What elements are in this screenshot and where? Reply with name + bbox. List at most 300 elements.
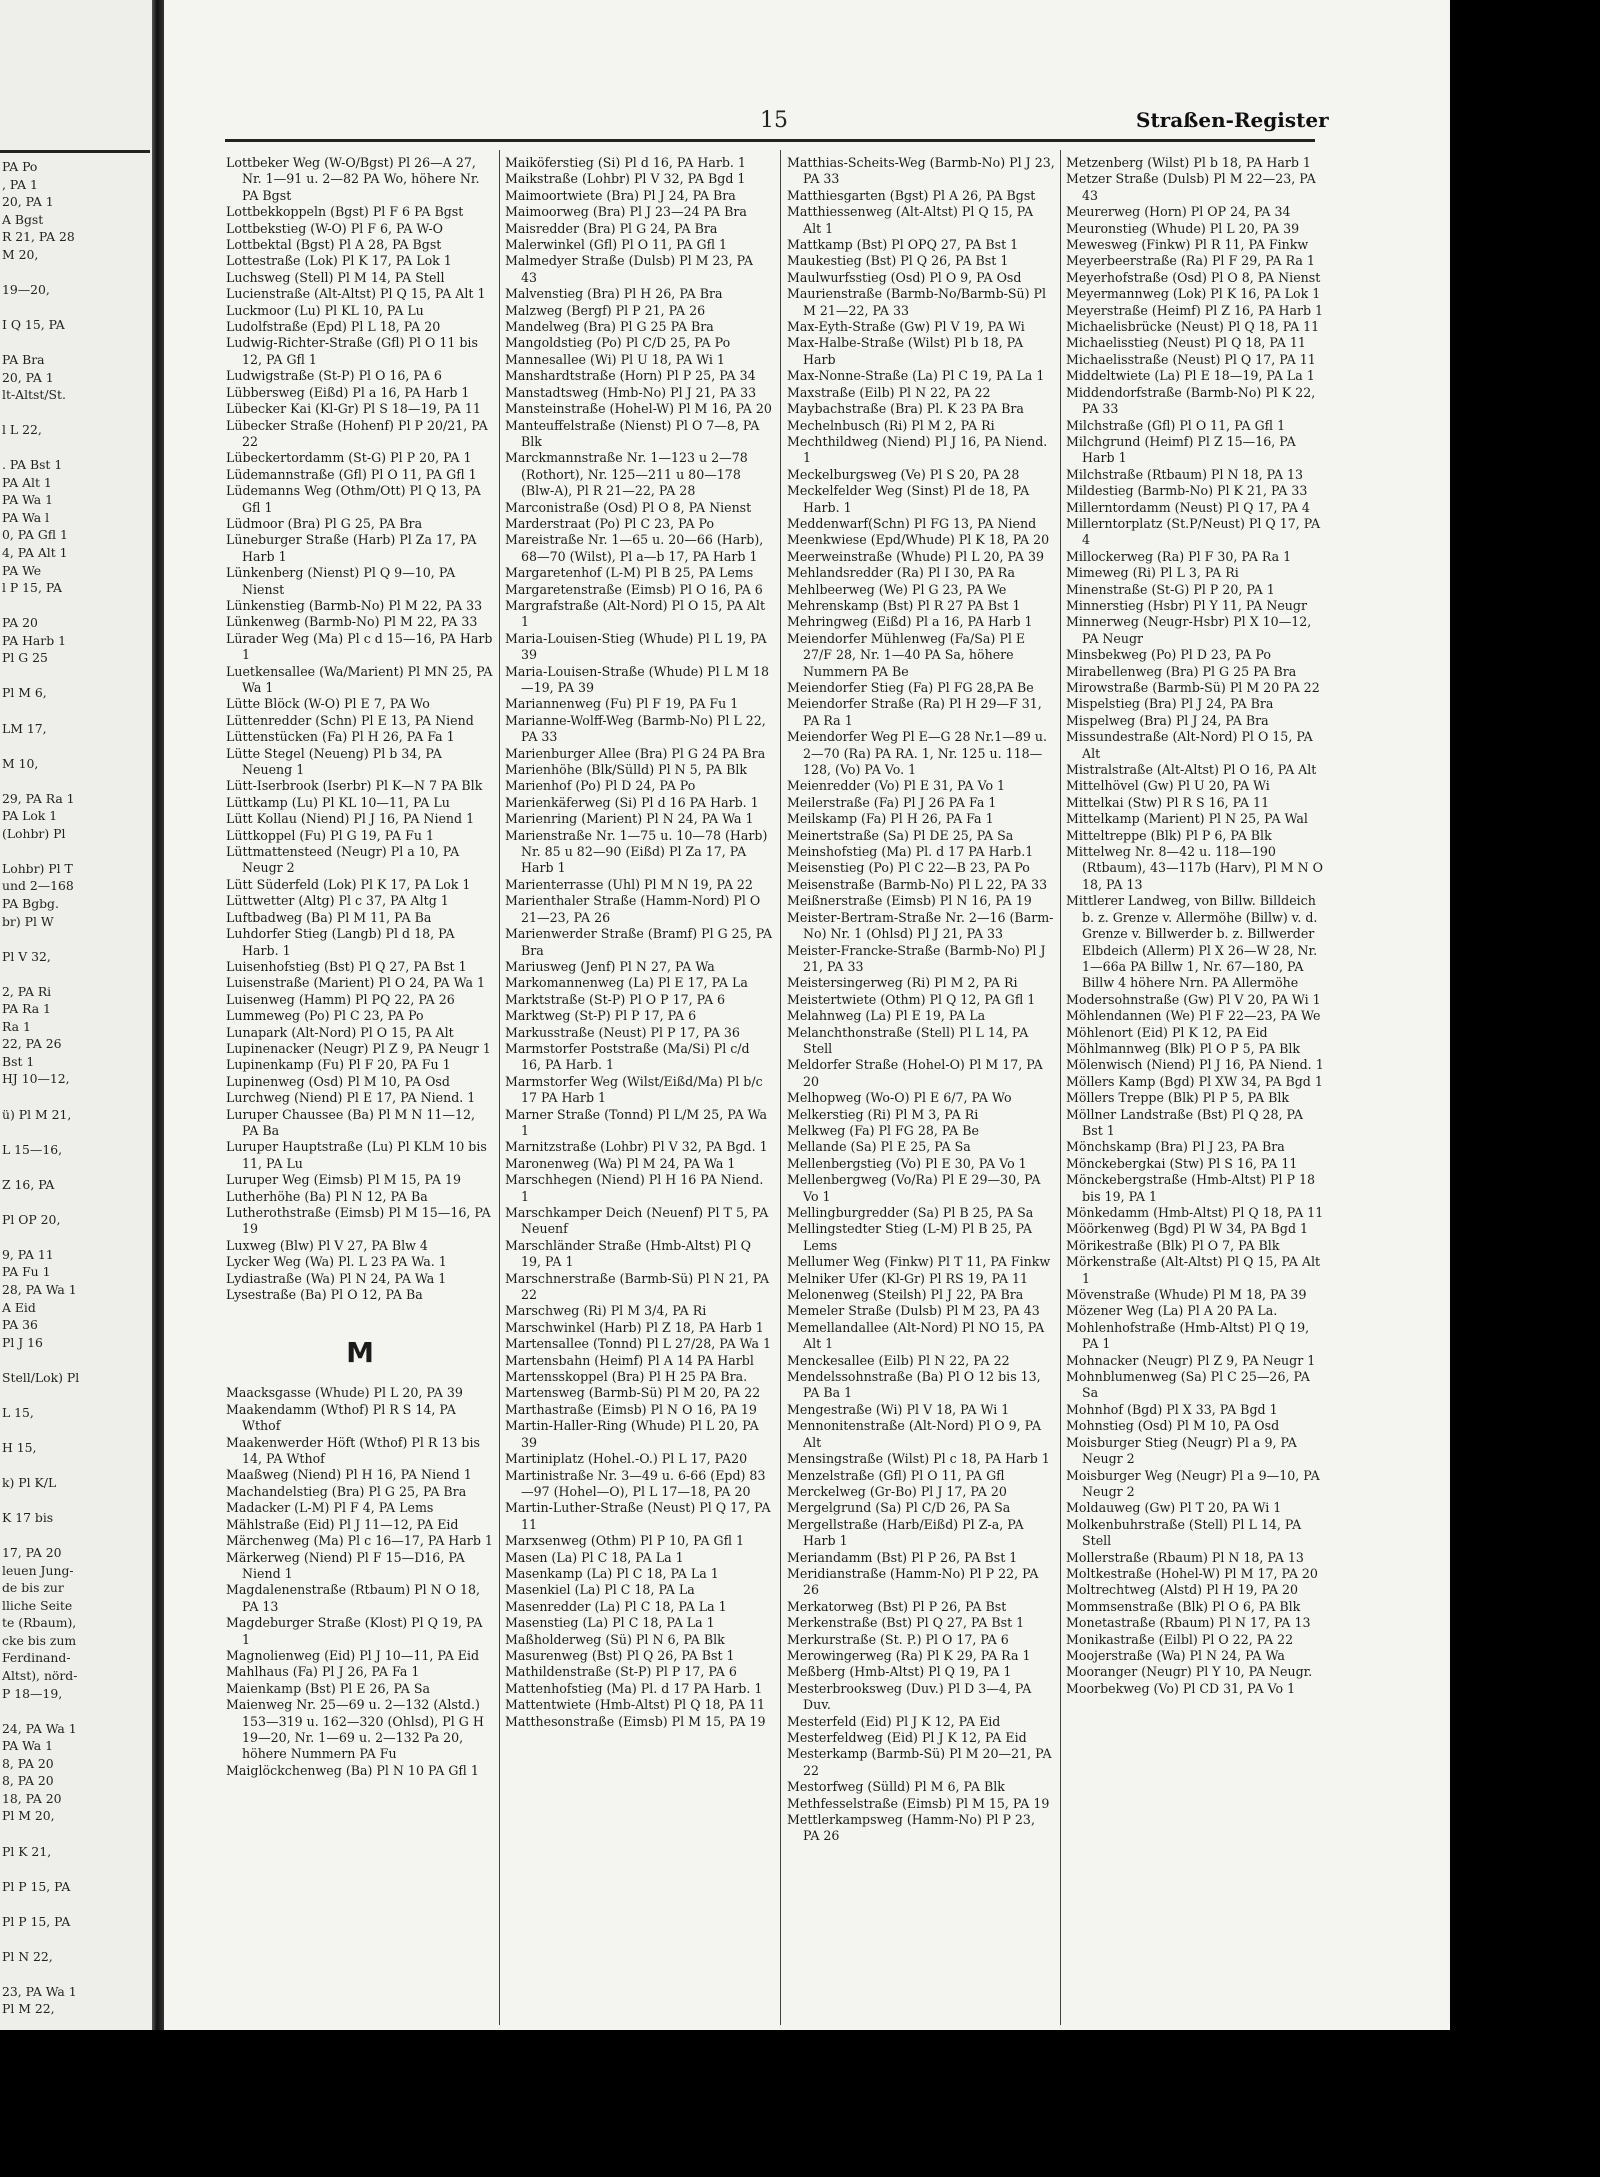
street-entry: Milchstraße (Rtbaum) Pl N 18, PA 13 [1066, 466, 1304, 482]
street-entry: Lüttenstücken (Fa) Pl H 26, PA Fa 1 [226, 729, 455, 745]
street-entry: Mittelhövel (Gw) Pl U 20, PA Wi [1066, 778, 1270, 794]
street-column-1 [226, 155, 494, 2015]
street-entry: Maienweg Nr. 25—69 u. 2—132 (Alstd.) 153—319 u. 162—320 (Ohlsd), Pl G H 19—20, Nr. 1—69 u. 2—132 Pa 20, höhere Nummern PA Fu [226, 1697, 484, 1762]
street-entry: Maikstraße (Lohbr) Pl V 32, PA Bgd 1 [505, 171, 746, 187]
street-entry: Moojerstraße (Wa) Pl N 24, PA Wa [1066, 1647, 1285, 1663]
street-entry: Mitteltreppe (Blk) Pl P 6, PA Blk [1066, 827, 1272, 843]
street-entry: Maria-Louisen-Straße (Whude) Pl L M 18—19, PA 39 [505, 663, 769, 695]
left-page-line: 28, PA Wa 1 [2, 1282, 77, 1297]
street-entry: Mesterfeldweg (Eid) Pl J K 12, PA Eid [787, 1730, 1027, 1745]
left-page-line: ü) Pl M 21, [2, 1106, 72, 1122]
street-entry: Mellenbergstieg (Vo) Pl E 30, PA Vo 1 [787, 1155, 1027, 1171]
street-entry: Masenstieg (La) Pl C 18, PA La 1 [505, 1615, 715, 1631]
scan-border-bottom [0, 2030, 1600, 2177]
street-entry: Mahlhaus (Fa) Pl J 26, PA Fa 1 [226, 1664, 420, 1680]
left-page-line: Altst), nörd- [2, 1668, 78, 1684]
street-entry: Lübeckertordamm (St-G) Pl P 20, PA 1 [226, 450, 472, 466]
column-divider [499, 150, 500, 2025]
street-entry: Masenkiel (La) Pl C 18, PA La [505, 1582, 695, 1598]
left-page-line: 18, PA 20 [2, 1790, 62, 1806]
left-page-line: PA Alt 1 [2, 474, 52, 490]
left-page-rule [0, 150, 150, 153]
street-entry: Maakenwerder Höft (Wthof) Pl R 13 bis 14, PA Wthof [226, 1434, 480, 1467]
street-entry: Lupinenweg (Osd) Pl M 10, PA Osd [226, 1073, 450, 1089]
left-page-line: leuen Jung- [2, 1562, 74, 1578]
left-page-line [2, 1930, 148, 1948]
street-entry: Mönkedamm (Hmb-Altst) Pl Q 18, PA 11 [1066, 1205, 1324, 1220]
street-entry: Lüttwetter (Altg) Pl c 37, PA Altg 1 [226, 893, 449, 909]
street-entry: Melonenweg (Steilsh) Pl J 22, PA Bra [787, 1287, 1024, 1303]
street-entry: Marconistraße (Osd) Pl O 8, PA Nienst [505, 499, 752, 515]
street-entry: Luxweg (Blw) Pl V 27, PA Blw 4 [226, 1237, 428, 1253]
street-entry: Möllner Landstraße (Bst) Pl Q 28, PA Bst 1 [1066, 1106, 1303, 1138]
left-page-line [2, 1158, 148, 1176]
street-entry: Lottbekkoppeln (Bgst) Pl F 6 PA Bgst [226, 204, 464, 220]
left-page-line: L 15—16, [2, 1141, 63, 1157]
left-page-line [2, 1492, 148, 1510]
street-entry: Maisredder (Bra) Pl G 24, PA Bra [505, 220, 718, 236]
street-entry: Memellandallee (Alt-Nord) Pl NO 15, PA Alt 1 [787, 1319, 1045, 1352]
street-entry: Marienring (Marient) Pl N 24, PA Wa 1 [505, 811, 754, 827]
column-divider [780, 150, 781, 2025]
page-number: 15 [760, 108, 788, 133]
street-entry: Möllers Treppe (Blk) Pl P 5, PA Blk [1066, 1090, 1289, 1106]
left-page-line: 23, PA Wa 1 [2, 1983, 77, 1999]
street-entry: Mellande (Sa) Pl E 25, PA Sa [787, 1139, 971, 1155]
street-entry: Lütt-Iserbrook (Iserbr) Pl K—N 7 PA Blk [226, 778, 483, 794]
street-entry: Mohnacker (Neugr) Pl Z 9, PA Neugr 1 [1066, 1352, 1316, 1368]
street-entry: Markusstraße (Neust) Pl P 17, PA 36 [505, 1024, 740, 1040]
street-entry: Malmedyer Straße (Dulsb) Pl M 23, PA 43 [505, 253, 754, 285]
street-entry: Märchenweg (Ma) Pl c 16—17, PA Harb 1 [226, 1533, 493, 1549]
street-entry: Meyerhofstraße (Osd) Pl O 8, PA Nienst [1066, 269, 1321, 285]
book-gutter [152, 0, 164, 2177]
street-entry: Mözener Weg (La) Pl A 20 PA La. [1066, 1303, 1278, 1319]
header-rule [225, 139, 1315, 142]
street-entry: Moisburger Stieg (Neugr) Pl a 9, PA Neugr 2 [1066, 1434, 1297, 1467]
street-entry: Mövenstraße (Whude) Pl M 18, PA 39 [1066, 1287, 1307, 1303]
running-head: Straßen-Register [1136, 108, 1329, 132]
street-entry: Meiendorfer Mühlenweg (Fa/Sa) Pl E 27/F 28, Nr. 1—40 PA Sa, höhere Nummern PA Be [787, 630, 1026, 679]
street-entry: Möhlenort (Eid) Pl K 12, PA Eid [1066, 1024, 1268, 1040]
street-entry: Memeler Straße (Dulsb) Pl M 23, PA 43 [787, 1303, 1040, 1319]
street-entry: Mehrenskamp (Bst) Pl R 27 PA Bst 1 [787, 597, 1021, 613]
street-entry: Molkenbuhrstraße (Stell) Pl L 14, PA Stell [1066, 1516, 1302, 1549]
street-entry: Mattentwiete (Hmb-Altst) Pl Q 18, PA 11 [505, 1697, 766, 1713]
street-entry: Moorbekweg (Vo) Pl CD 31, PA Vo 1 [1066, 1680, 1296, 1696]
street-entry: Mistralstraße (Alt-Altst) Pl O 16, PA Alt [1066, 762, 1317, 778]
left-page-line: cke bis zum [2, 1632, 77, 1648]
left-page-line: und 2—168 [2, 878, 74, 894]
street-entry: Meilerstraße (Fa) Pl J 26 PA Fa 1 [787, 794, 997, 810]
street-entry: Lütte Blöck (W-O) Pl E 7, PA Wo [226, 696, 430, 712]
street-entry: Luruper Weg (Eimsb) Pl M 15, PA 19 [226, 1172, 461, 1188]
left-page-line [2, 1527, 148, 1545]
street-entry: Manteuffelstraße (Nienst) Pl O 7—8, PA Blk [505, 417, 760, 449]
left-page-line: P 18—19, [2, 1685, 63, 1701]
street-entry: Magdalenenstraße (Rtbaum) Pl N O 18, PA 13 [226, 1582, 480, 1614]
street-entry: Middendorfstraße (Barmb-No) Pl K 22, PA 33 [1066, 384, 1316, 417]
left-page-line: LM 17, [2, 720, 47, 736]
street-entry: Lurchweg (Niend) Pl E 17, PA Niend. 1 [226, 1090, 476, 1106]
street-entry: Marmstorfer Weg (Wilst/Eißd/Ma) Pl b/c 17 PA Harb 1 [505, 1073, 763, 1106]
left-page-line: Pl P 15, PA [2, 1913, 71, 1929]
left-page-line: Pl G 25 [2, 650, 48, 666]
street-entry: Mölenwisch (Niend) Pl J 16, PA Niend. 1 [1066, 1057, 1324, 1073]
left-page-line: 20, PA 1 [2, 369, 54, 385]
street-entry: Lupinenkamp (Fu) Pl F 20, PA Fu 1 [226, 1057, 451, 1073]
street-entry: Mehlbeerweg (We) Pl G 23, PA We [787, 581, 1007, 597]
street-entry: Marxsenweg (Othm) Pl P 10, PA Gfl 1 [505, 1533, 745, 1549]
street-entry: Merckelweg (Gr-Bo) Pl J 17, PA 20 [787, 1483, 1007, 1499]
left-page-line: . PA Bst 1 [2, 457, 63, 473]
street-entry: Marthastraße (Eimsb) Pl N O 16, PA 19 [505, 1401, 757, 1417]
street-column-4 [1066, 155, 1326, 2015]
street-entry: Meiendorfer Straße (Ra) Pl H 29—F 31, PA Ra 1 [787, 696, 1042, 728]
street-entry: Meckelburgsweg (Ve) Pl S 20, PA 28 [787, 466, 1020, 482]
left-page-line [2, 439, 148, 457]
street-entry: Mörkenstraße (Alt-Altst) Pl Q 15, PA Alt 1 [1066, 1254, 1321, 1286]
left-page-line: Pl OP 20, [2, 1211, 61, 1227]
left-page-line: I Q 15, PA [2, 316, 65, 332]
left-page-line: (Lohbr) Pl [2, 825, 66, 841]
street-entry: Mechelnbusch (Ri) Pl M 2, PA Ri [787, 417, 995, 433]
street-entry: Meinertstraße (Sa) Pl DE 25, PA Sa [787, 827, 1014, 843]
street-entry: Mergelgrund (Sa) Pl C/D 26, PA Sa [787, 1500, 1011, 1516]
street-entry: Mareistraße Nr. 1—65 u. 20—66 (Harb), 68—70 (Wilst), Pl a—b 17, PA Harb 1 [505, 532, 764, 564]
street-entry: Masenkamp (La) Pl C 18, PA La 1 [505, 1565, 719, 1581]
street-entry: Michaelisstraße (Neust) Pl Q 17, PA 11 [1066, 351, 1316, 367]
street-entry: Malerwinkel (Gfl) Pl O 11, PA Gfl 1 [505, 237, 727, 253]
street-entry: Meckelfelder Weg (Sinst) Pl de 18, PA Harb. 1 [787, 483, 1030, 515]
left-page-line: Pl M 6, [2, 685, 47, 701]
street-entry: Mansteinstraße (Hohel-W) Pl M 16, PA 20 [505, 401, 772, 417]
left-page-line: 20, PA 1 [2, 194, 54, 210]
street-entry: Mellenbergweg (Vo/Ra) Pl E 29—30, PA Vo 1 [787, 1172, 1041, 1204]
street-entry: Maiglöckchenweg (Ba) Pl N 10 PA Gfl 1 [226, 1762, 479, 1778]
left-page-line [2, 1860, 148, 1878]
left-page-line: PA 20 [2, 615, 38, 631]
street-entry: Lübecker Straße (Hohenf) Pl P 20/21, PA 22 [226, 417, 488, 449]
street-entry: Mannesallee (Wi) Pl U 18, PA Wi 1 [505, 351, 725, 367]
street-column-2 [505, 155, 773, 2015]
street-entry: Marienburger Allee (Bra) Pl G 24 PA Bra [505, 745, 766, 761]
street-entry: Max-Eyth-Straße (Gw) Pl V 19, PA Wi [787, 319, 1025, 335]
street-entry: Mensingstraße (Wilst) Pl c 18, PA Harb 1 [787, 1451, 1050, 1467]
street-entry: Möllers Kamp (Bgd) Pl XW 34, PA Bgd 1 [1066, 1073, 1323, 1089]
left-page-line: 4, PA Alt 1 [2, 545, 68, 561]
street-entry: Marienstraße Nr. 1—75 u. 10—78 (Harb) Nr. 85 u 82—90 (Eißd) Pl Za 17, PA Harb 1 [505, 827, 768, 876]
street-entry: Lütte Stegel (Neueng) Pl b 34, PA Neueng 1 [226, 745, 442, 778]
street-entry: Malzweg (Bergf) Pl P 21, PA 26 [505, 302, 706, 318]
street-entry: Möhlendannen (We) Pl F 22—23, PA We [1066, 1008, 1321, 1024]
left-page-line [2, 842, 148, 860]
street-entry: Mönckebergstraße (Hmb-Altst) Pl P 18 bis 19, PA 1 [1066, 1172, 1316, 1204]
street-entry: Lunapark (Alt-Nord) Pl O 15, PA Alt [226, 1024, 454, 1040]
street-entry: Margrafstraße (Alt-Nord) Pl O 15, PA Alt 1 [505, 597, 766, 630]
street-entry: Marschkamper Deich (Neuenf) Pl T 5, PA Neuenf [505, 1205, 769, 1237]
street-entry: Luisenstraße (Marient) Pl O 24, PA Wa 1 [226, 975, 486, 991]
street-entry: Lüdemannstraße (Gfl) Pl O 11, PA Gfl 1 [226, 466, 477, 482]
street-entry: Meister-Bertram-Straße Nr. 2—16 (Barm-No) Nr. 1 (Ohlsd) Pl J 21, PA 33 [787, 909, 1054, 942]
street-entry: Mollerstraße (Rbaum) Pl N 18, PA 13 [1066, 1549, 1304, 1565]
left-page-line: R 21, PA 28 [2, 229, 75, 245]
street-entry: Lottbeker Weg (W-O/Bgst) Pl 26—A 27, Nr. 1—91 u. 2—82 PA Wo, höhere Nr. PA Bgst [226, 155, 480, 203]
street-entry: Lummeweg (Po) Pl C 23, PA Po [226, 1008, 424, 1024]
left-page-line: Bst 1 [2, 1053, 35, 1069]
street-entry: Möörkenweg (Bgd) Pl W 34, PA Bgd 1 [1066, 1221, 1309, 1237]
street-entry: Mendelssohnstraße (Ba) Pl O 12 bis 13, PA Ba 1 [787, 1369, 1041, 1401]
street-entry: Mesterkamp (Barmb-Sü) Pl M 20—21, PA 22 [787, 1746, 1052, 1778]
street-entry: Melanchthonstraße (Stell) Pl L 14, PA Stell [787, 1024, 1029, 1056]
left-page-line [2, 1456, 148, 1474]
left-page-line [2, 702, 148, 720]
street-entry: Lünkenberg (Nienst) Pl Q 9—10, PA Nienst [226, 565, 456, 597]
street-entry: Milchstraße (Gfl) Pl O 11, PA Gfl 1 [1066, 417, 1286, 433]
street-entry: Middeltwiete (La) Pl E 18—19, PA La 1 [1066, 368, 1315, 384]
left-page-line: PA Wa l [2, 509, 50, 525]
street-entry: Meistertwiete (Othm) Pl Q 12, PA Gfl 1 [787, 991, 1036, 1007]
street-entry: Mehlandsredder (Ra) Pl I 30, PA Ra [787, 565, 1016, 581]
street-entry: Luchsweg (Stell) Pl M 14, PA Stell [226, 269, 445, 285]
street-column-3 [787, 155, 1055, 2015]
street-entry: Lüdmoor (Bra) Pl G 25, PA Bra [226, 515, 423, 531]
left-page-line: PA Harb 1 [2, 632, 66, 648]
street-entry: Lünkenweg (Barmb-No) Pl M 22, PA 33 [226, 614, 478, 630]
left-page-line [2, 263, 148, 281]
street-entry: Monetastraße (Rbaum) Pl N 17, PA 13 [1066, 1615, 1311, 1631]
street-entry: Meddenwarf(Schn) Pl FG 13, PA Niend [787, 515, 1037, 531]
street-entry: Mittelkamp (Marient) Pl N 25, PA Wal [1066, 811, 1308, 827]
left-page-line: K 17 bis [2, 1510, 54, 1526]
street-entry: Marienwerder Straße (Bramf) Pl G 25, PA Bra [505, 926, 773, 958]
street-entry: Lünkenstieg (Barmb-No) Pl M 22, PA 33 [226, 597, 483, 613]
street-entry: Lüttkoppel (Fu) Pl G 19, PA Fu 1 [226, 827, 434, 843]
street-entry: Malvenstieg (Bra) Pl H 26, PA Bra [505, 286, 723, 302]
street-entry: Mittelkai (Stw) Pl R S 16, PA 11 [1066, 794, 1270, 810]
street-entry: Mohnblumenweg (Sa) Pl C 25—26, PA Sa [1066, 1369, 1310, 1401]
street-entry: Melniker Ufer (Kl-Gr) Pl RS 19, PA 11 [787, 1270, 1029, 1286]
column-divider [1060, 150, 1061, 2025]
street-entry: Merowingerweg (Ra) Pl K 29, PA Ra 1 [787, 1647, 1031, 1663]
street-entry: Lüttkamp (Lu) Pl KL 10—11, PA Lu [226, 794, 450, 810]
street-entry: Metzenberg (Wilst) Pl b 18, PA Harb 1 [1066, 155, 1311, 170]
street-entry: Meerweinstraße (Whude) Pl L 20, PA 39 [787, 548, 1044, 564]
street-entry: Luruper Hauptstraße (Lu) Pl KLM 10 bis 11, PA Lu [226, 1139, 487, 1171]
street-entry: Mittelweg Nr. 8—42 u. 118—190 (Rtbaum), 43—117b (Harv), Pl M N O 18, PA 13 [1066, 844, 1323, 892]
left-page-line: Ferdinand- [2, 1650, 71, 1666]
left-page-line: Z 16, PA [2, 1176, 55, 1192]
street-entry: Mohnhof (Bgd) Pl X 33, PA Bgd 1 [1066, 1401, 1278, 1417]
street-entry: Meyermannweg (Lok) Pl K 16, PA Lok 1 [1066, 286, 1321, 302]
street-entry: Matthiesgarten (Bgst) Pl A 26, PA Bgst [787, 187, 1036, 203]
street-entry: Mesterfeld (Eid) Pl J K 12, PA Eid [787, 1713, 1001, 1729]
left-page-line [2, 1825, 148, 1843]
street-entry: Meister-Francke-Straße (Barmb-No) Pl J 21, PA 33 [787, 942, 1046, 974]
street-entry: Luisenweg (Hamm) Pl PQ 22, PA 26 [226, 991, 455, 1007]
left-page-line: 24, PA Wa 1 [2, 1720, 77, 1736]
street-entry: Meldorfer Straße (Hohel-O) Pl M 17, PA 20 [787, 1057, 1043, 1089]
street-entry: Marktstraße (St-P) Pl O P 17, PA 6 [505, 991, 726, 1007]
street-entry: Maiköferstieg (Si) Pl d 16, PA Harb. 1 [505, 155, 746, 170]
left-page-line: HJ 10—12, [2, 1071, 70, 1087]
left-page-line: PA We [2, 562, 42, 578]
left-page-line [2, 1421, 148, 1439]
left-page-line: lt-Altst/St. [2, 387, 66, 403]
street-entry: Meißnerstraße (Eimsb) Pl N 16, PA 19 [787, 893, 1032, 909]
street-entry: Marnitzstraße (Lohbr) Pl V 32, PA Bgd. 1 [505, 1139, 768, 1155]
street-entry: Methfesselstraße (Eimsb) Pl M 15, PA 19 [787, 1795, 1050, 1811]
street-entry: Meilskamp (Fa) Pl H 26, PA Fa 1 [787, 811, 994, 827]
street-entry: Masenredder (La) Pl C 18, PA La 1 [505, 1598, 727, 1614]
street-entry: Mellingstedter Stieg (L-M) Pl B 25, PA Lems [787, 1221, 1032, 1253]
left-page-line: Pl P 15, PA [2, 1878, 71, 1894]
street-entry: Lottestraße (Lok) Pl K 17, PA Lok 1 [226, 253, 452, 269]
street-entry: Meßberg (Hmb-Altst) Pl Q 19, PA 1 [787, 1664, 1012, 1680]
street-entry: Mimeweg (Ri) Pl L 3, PA Ri [1066, 565, 1239, 581]
street-entry: Marner Straße (Tonnd) Pl L/M 25, PA Wa 1 [505, 1106, 768, 1138]
street-entry: Lucienstraße (Alt-Altst) Pl Q 15, PA Alt 1 [226, 286, 486, 302]
left-page-line: 22, PA 26 [2, 1036, 62, 1052]
street-entry: Milchgrund (Heimf) Pl Z 15—16, PA Harb 1 [1066, 433, 1296, 466]
street-entry: Masurenweg (Bst) Pl Q 26, PA Bst 1 [505, 1647, 735, 1663]
street-entry: Melkweg (Fa) Pl FG 28, PA Be [787, 1122, 979, 1138]
left-page-line: 2, PA Ri [2, 983, 52, 999]
street-entry: Luisenhofstieg (Bst) Pl Q 27, PA Bst 1 [226, 958, 467, 974]
left-page-line [2, 1895, 148, 1913]
street-entry: Maaßweg (Niend) Pl H 16, PA Niend 1 [226, 1467, 472, 1483]
street-entry: Marmstorfer Poststraße (Ma/Si) Pl c/d 16, PA Harb. 1 [505, 1040, 750, 1073]
street-entry: Marschweg (Ri) Pl M 3/4, PA Ri [505, 1303, 707, 1319]
street-entry: Lydiastraße (Wa) Pl N 24, PA Wa 1 [226, 1270, 447, 1286]
street-entry: Luruper Chaussee (Ba) Pl M N 11—12, PA Ba [226, 1106, 476, 1138]
street-entry: Luckmoor (Lu) Pl KL 10, PA Lu [226, 302, 424, 318]
street-entry: Mirowstraße (Barmb-Sü) Pl M 20 PA 22 [1066, 680, 1320, 695]
street-entry: Maukestieg (Bst) Pl Q 26, PA Bst 1 [787, 253, 1009, 269]
street-entry: Melhopweg (Wo-O) Pl E 6/7, PA Wo [787, 1090, 1012, 1106]
street-entry: Matthias-Scheits-Weg (Barmb-No) Pl J 23, PA 33 [787, 155, 1055, 187]
street-entry: Millerntordamm (Neust) Pl Q 17, PA 4 [1066, 499, 1310, 515]
street-entry: Missundestraße (Alt-Nord) Pl O 15, PA Alt [1066, 729, 1313, 761]
street-entry: Melahnweg (La) Pl E 19, PA La [787, 1008, 986, 1024]
street-entry: Mangoldstieg (Po) Pl C/D 25, PA Po [505, 335, 731, 351]
street-entry: Lübbersweg (Eißd) Pl a 16, PA Harb 1 [226, 384, 470, 400]
street-entry: Machandelstieg (Bra) Pl G 25, PA Bra [226, 1483, 467, 1499]
street-entry: Mettlerkampsweg (Hamm-No) Pl P 23, PA 26 [787, 1812, 1035, 1844]
street-entry: Merkenstraße (Bst) Pl Q 27, PA Bst 1 [787, 1615, 1025, 1631]
street-entry: Melkerstieg (Ri) Pl M 3, PA Ri [787, 1106, 979, 1122]
left-page-line: Ra 1 [2, 1018, 31, 1034]
section-letter-heading: M [346, 1336, 374, 1370]
street-entry: Maimoortwiete (Bra) Pl J 24, PA Bra [505, 187, 736, 203]
street-entry: Marschländer Straße (Hmb-Altst) Pl Q 19, PA 1 [505, 1237, 751, 1270]
left-page-line: k) Pl K/L [2, 1475, 57, 1491]
left-page-line: Pl N 22, [2, 1948, 53, 1964]
left-page-line [2, 965, 148, 983]
street-entry: Maakendamm (Wthof) Pl R S 14, PA Wthof [226, 1401, 456, 1434]
street-entry: Martiniplatz (Hohel.-O.) Pl L 17, PA20 [505, 1451, 748, 1467]
left-page-line: Pl J 16 [2, 1334, 43, 1350]
street-entry: Minenstraße (St-G) Pl P 20, PA 1 [1066, 581, 1275, 597]
street-entry: Lutherothstraße (Eimsb) Pl M 15—16, PA 19 [226, 1205, 491, 1237]
street-entry: Margaretenhof (L-M) Pl B 25, PA Lems [505, 565, 754, 581]
left-page-line: Pl M 20, [2, 1808, 55, 1824]
street-entry: Merkurstraße (St. P.) Pl O 17, PA 6 [787, 1631, 1009, 1647]
street-entry: Moltrechtweg (Alstd) Pl H 19, PA 20 [1066, 1582, 1299, 1598]
street-entry: Marienthaler Straße (Hamm-Nord) Pl O 21—23, PA 26 [505, 893, 761, 925]
street-entry: Mörikestraße (Blk) Pl O 7, PA Blk [1066, 1237, 1280, 1253]
left-page-line: M 20, [2, 246, 39, 262]
street-entry: Moisburger Weg (Neugr) Pl a 9—10, PA Neugr 2 [1066, 1467, 1320, 1499]
street-entry: Maßholderweg (Sü) Pl N 6, PA Blk [505, 1631, 725, 1647]
street-entry: Martin-Luther-Straße (Neust) Pl Q 17, PA 11 [505, 1500, 771, 1532]
left-page-line: A Eid [2, 1299, 36, 1315]
left-page-line: 9, PA 11 [2, 1246, 54, 1262]
street-entry: Meriandamm (Bst) Pl P 26, PA Bst 1 [787, 1549, 1018, 1565]
street-entry: Meurerweg (Horn) Pl OP 24, PA 34 [1066, 204, 1291, 220]
street-entry: Michaelisbrücke (Neust) Pl Q 18, PA 11 [1066, 319, 1320, 335]
street-entry: Luetkensallee (Wa/Marient) Pl MN 25, PA Wa 1 [226, 663, 493, 695]
street-entry: Mariusweg (Jenf) Pl N 27, PA Wa [505, 958, 715, 974]
left-page-line: 8, PA 20 [2, 1755, 54, 1771]
left-page-line: Pl M 22, [2, 2001, 55, 2017]
street-entry: Martensallee (Tonnd) Pl L 27/28, PA Wa 1 [505, 1336, 772, 1352]
street-entry: Maybachstraße (Bra) Pl. K 23 PA Bra [787, 401, 1024, 417]
left-page-line: PA Bra [2, 352, 45, 368]
street-entry: Marschhegen (Niend) Pl H 16 PA Niend. 1 [505, 1172, 764, 1204]
street-entry: Millerntorplatz (St.P/Neust) Pl Q 17, PA 4 [1066, 515, 1321, 548]
street-entry: Masen (La) Pl C 18, PA La 1 [505, 1549, 684, 1565]
street-entry: Michaelisstieg (Neust) Pl Q 18, PA 11 [1066, 335, 1306, 351]
left-page-line [2, 597, 148, 615]
street-entry: Mispelstieg (Bra) Pl J 24, PA Bra [1066, 696, 1274, 712]
street-entry: Magnolienweg (Eid) Pl J 10—11, PA Eid [226, 1647, 480, 1663]
street-entry: Max-Nonne-Straße (La) Pl C 19, PA La 1 [787, 368, 1045, 384]
left-page-line: PA Lok 1 [2, 808, 58, 824]
street-entry: Manshardtstraße (Horn) Pl P 25, PA 34 [505, 368, 756, 384]
street-entry: Lottbektal (Bgst) Pl A 28, PA Bgst [226, 237, 442, 253]
street-entry: Modersohnstraße (Gw) Pl V 20, PA Wi 1 [1066, 991, 1321, 1007]
left-page-line: PA Po [2, 159, 38, 174]
street-entry: Marschnerstraße (Barmb-Sü) Pl N 21, PA 22 [505, 1270, 770, 1303]
street-entry: Lüdemanns Weg (Othm/Ott) Pl Q 13, PA Gfl 1 [226, 483, 481, 515]
street-entry: Lycker Weg (Wa) Pl. L 23 PA Wa. 1 [226, 1254, 447, 1270]
street-entry: Meuronstieg (Whude) Pl L 20, PA 39 [1066, 220, 1300, 236]
street-entry: Meyerbeerstraße (Ra) Pl F 29, PA Ra 1 [1066, 253, 1315, 269]
street-entry: Mesterbrooksweg (Duv.) Pl D 3—4, PA Duv. [787, 1680, 1032, 1713]
street-entry: Martin-Haller-Ring (Whude) Pl L 20, PA 39 [505, 1418, 759, 1450]
street-entry: Luftbadweg (Ba) Pl M 11, PA Ba [226, 909, 432, 925]
street-entry: Mellumer Weg (Finkw) Pl T 11, PA Finkw [787, 1254, 1051, 1270]
left-page-fragment [0, 0, 152, 2030]
street-entry: Mirabellenweg (Bra) Pl G 25 PA Bra [1066, 663, 1297, 679]
left-page-line [2, 1193, 148, 1211]
left-page-line: , PA 1 [2, 176, 38, 192]
street-entry: Lübecker Kai (Kl-Gr) Pl S 18—19, PA 11 [226, 401, 481, 417]
street-entry: Möhlmannweg (Blk) Pl O P 5, PA Blk [1066, 1040, 1300, 1056]
left-page-line: M 10, [2, 755, 39, 771]
street-entry: Ludwigstraße (St-P) Pl O 16, PA 6 [226, 368, 442, 384]
left-page-line [2, 1123, 148, 1141]
street-entry: Lütt Kollau (Niend) Pl J 16, PA Niend 1 [226, 811, 475, 827]
street-entry: Lottbekstieg (W-O) Pl F 6, PA W-O [226, 220, 444, 236]
street-entry: Mönchskamp (Bra) Pl J 23, PA Bra [1066, 1139, 1285, 1155]
street-entry: Marienterrasse (Uhl) Pl M N 19, PA 22 [505, 876, 753, 892]
street-entry: Mechthildweg (Niend) Pl J 16, PA Niend. 1 [787, 433, 1048, 466]
left-page-line: PA 36 [2, 1317, 38, 1333]
left-page-line: Pl K 21, [2, 1843, 52, 1859]
street-entry: Meisenstraße (Barmb-No) Pl L 22, PA 33 [787, 876, 1048, 892]
